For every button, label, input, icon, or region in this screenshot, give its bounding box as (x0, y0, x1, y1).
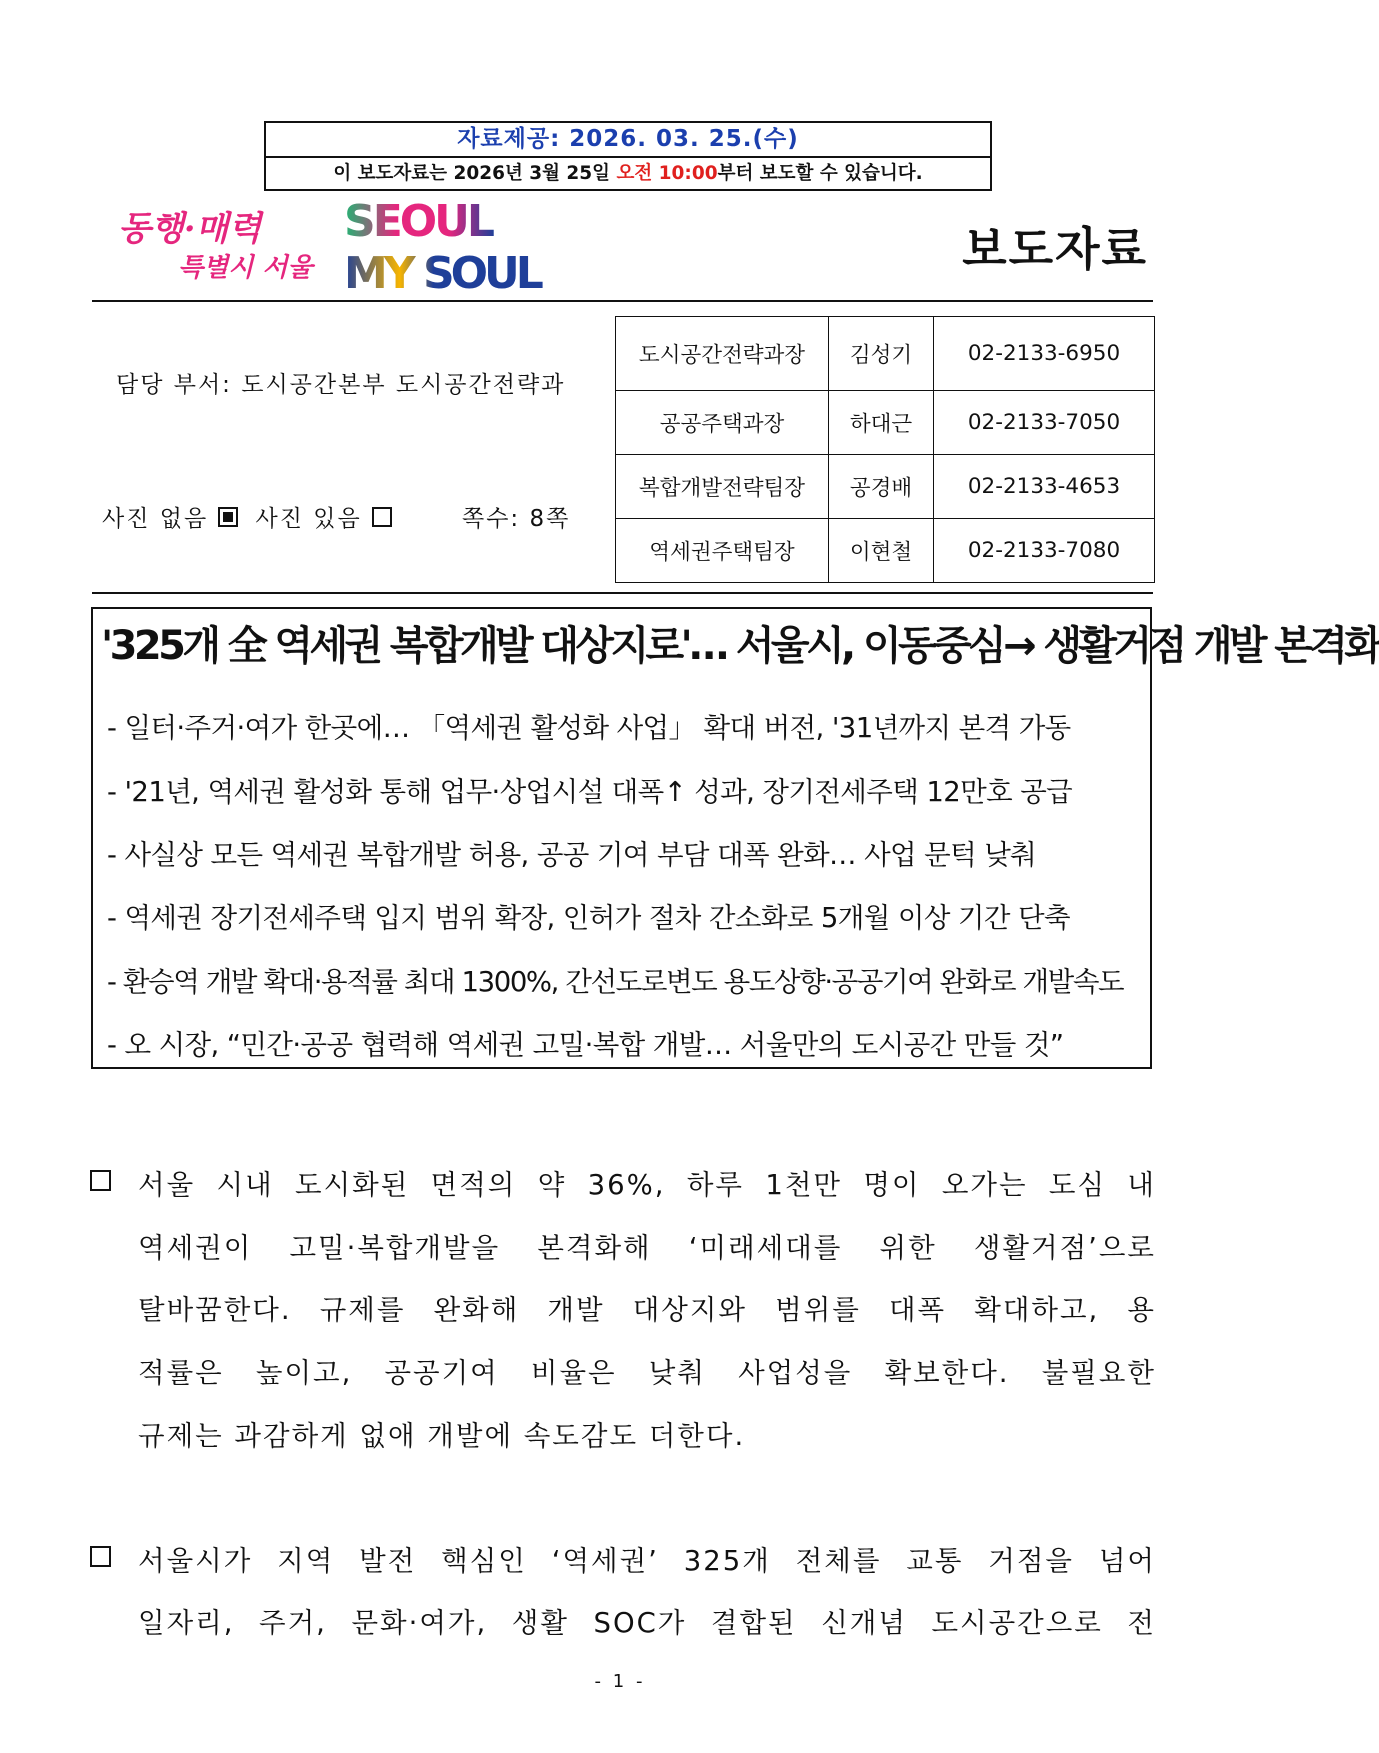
contact-title: 복합개발전략팀장 (616, 455, 829, 519)
contact-row (616, 391, 1155, 455)
contact-row (616, 519, 1155, 583)
contact-phone: 02-2133-7080 (934, 519, 1155, 583)
seoul-logo-graphic (342, 194, 540, 299)
contact-phone: 02-2133-6950 (934, 317, 1155, 391)
contact-row (616, 455, 1155, 519)
header-divider (92, 300, 1153, 302)
subheadline: - 환승역 개발 확대·용적률 최대 1300%, 간선도로변도 용도상향·공공기여 완화로 개발속도 (107, 966, 1124, 998)
motto-logo (118, 196, 313, 283)
document-type-title: 보도자료 (962, 222, 1148, 276)
release-notice-box (264, 121, 992, 191)
seoul-logo-line2: MY SOUL (344, 248, 540, 299)
contact-phone: 02-2133-7050 (934, 391, 1155, 455)
embargo-notice (266, 158, 990, 189)
embargo-time: 오전 10:00 (616, 163, 718, 184)
embargo-text-post: 부터 보도할 수 있습니다. (717, 163, 923, 184)
subheadline: - 사실상 모든 역세권 복합개발 허용, 공공 기여 부담 대폭 완화… 사업 문턱 낮춰 (107, 839, 1037, 871)
photo-indicator (102, 500, 400, 533)
bullet-box-icon (90, 1546, 111, 1567)
section-divider (92, 592, 1153, 594)
contact-name: 하대근 (829, 391, 934, 455)
headline: '325개 全 역세권 복합개발 대상지로'… 서울시, 이동중심→ 생활거점 개발 본격화 (101, 623, 1379, 669)
subheadline: - 역세권 장기전세주택 입지 범위 확장, 인허가 절차 간소화로 5개월 이상 기간 단축 (107, 902, 1070, 934)
contact-name: 공경배 (829, 455, 934, 519)
contact-name: 이현철 (829, 519, 934, 583)
paragraph-line: 서울 시내 도시화된 면적의 약 36%, 하루 1천만 명이 오가는 도심 내 (138, 1169, 1156, 1201)
motto-line2: 특별시 서울 (178, 253, 313, 283)
seoul-my-soul-logo (342, 194, 540, 299)
photo-yes-label: 사진 있음 (255, 506, 362, 532)
page-number: - 1 - (594, 1671, 646, 1692)
page-count: 쪽수: 8쪽 (462, 506, 571, 532)
contact-phone: 02-2133-4653 (934, 455, 1155, 519)
photo-none-checkbox (218, 507, 238, 527)
bullet-box-icon (90, 1170, 111, 1191)
subheadline: - 일터·주거·여가 한곳에… 「역세권 활성화 사업」 확대 버전, '31년까지 본격 가동 (107, 712, 1071, 744)
paragraph-line: 서울시가 지역 발전 핵심인 ‘역세권’ 325개 전체를 교통 거점을 넘어 (138, 1545, 1156, 1577)
paragraph-line: 탈바꿈한다. 규제를 완화해 개발 대상지와 범위를 대폭 확대하고, 용 (138, 1294, 1156, 1326)
department-label: 담당 부서: 도시공간본부 도시공간전략과 (116, 372, 566, 398)
contact-row (616, 317, 1155, 391)
contact-title: 역세권주택팀장 (616, 519, 829, 583)
subheadline: - 오 시장, “민간·공공 협력해 역세권 고밀·복합 개발… 서울만의 도시공간 만들 것” (107, 1029, 1064, 1061)
embargo-text-pre: 이 보도자료는 2026년 3월 25일 (333, 163, 617, 184)
contact-title: 공공주택과장 (616, 391, 829, 455)
motto-logo-graphic (118, 196, 313, 283)
contact-name: 김성기 (829, 317, 934, 391)
motto-line1: 동행·매력 (118, 209, 262, 249)
paragraph-line: 일자리, 주거, 문화·여가, 생활 SOC가 결합된 신개념 도시공간으로 전 (138, 1607, 1156, 1639)
photo-none-label: 사진 없음 (102, 506, 209, 532)
seoul-logo-line1: SEOUL (344, 196, 492, 247)
contacts-table (615, 316, 1155, 583)
contact-title: 도시공간전략과장 (616, 317, 829, 391)
subheadline: - '21년, 역세권 활성화 통해 업무·상업시설 대폭↑ 성과, 장기전세주택 12만호 공급 (107, 776, 1073, 808)
paragraph-line: 역세권이 고밀·복합개발을 본격화해 ‘미래세대를 위한 생활거점’으로 (138, 1232, 1156, 1264)
headline-box (91, 607, 1379, 1069)
paragraph-line: 적률은 높이고, 공공기여 비율은 낮춰 사업성을 확보한다. 불필요한 (138, 1357, 1156, 1389)
paragraph-line: 규제는 과감하게 없애 개발에 속도감도 더한다. (138, 1420, 746, 1452)
photo-yes-checkbox (372, 507, 392, 527)
release-date: 자료제공: 2026. 03. 25.(수) (266, 123, 990, 158)
